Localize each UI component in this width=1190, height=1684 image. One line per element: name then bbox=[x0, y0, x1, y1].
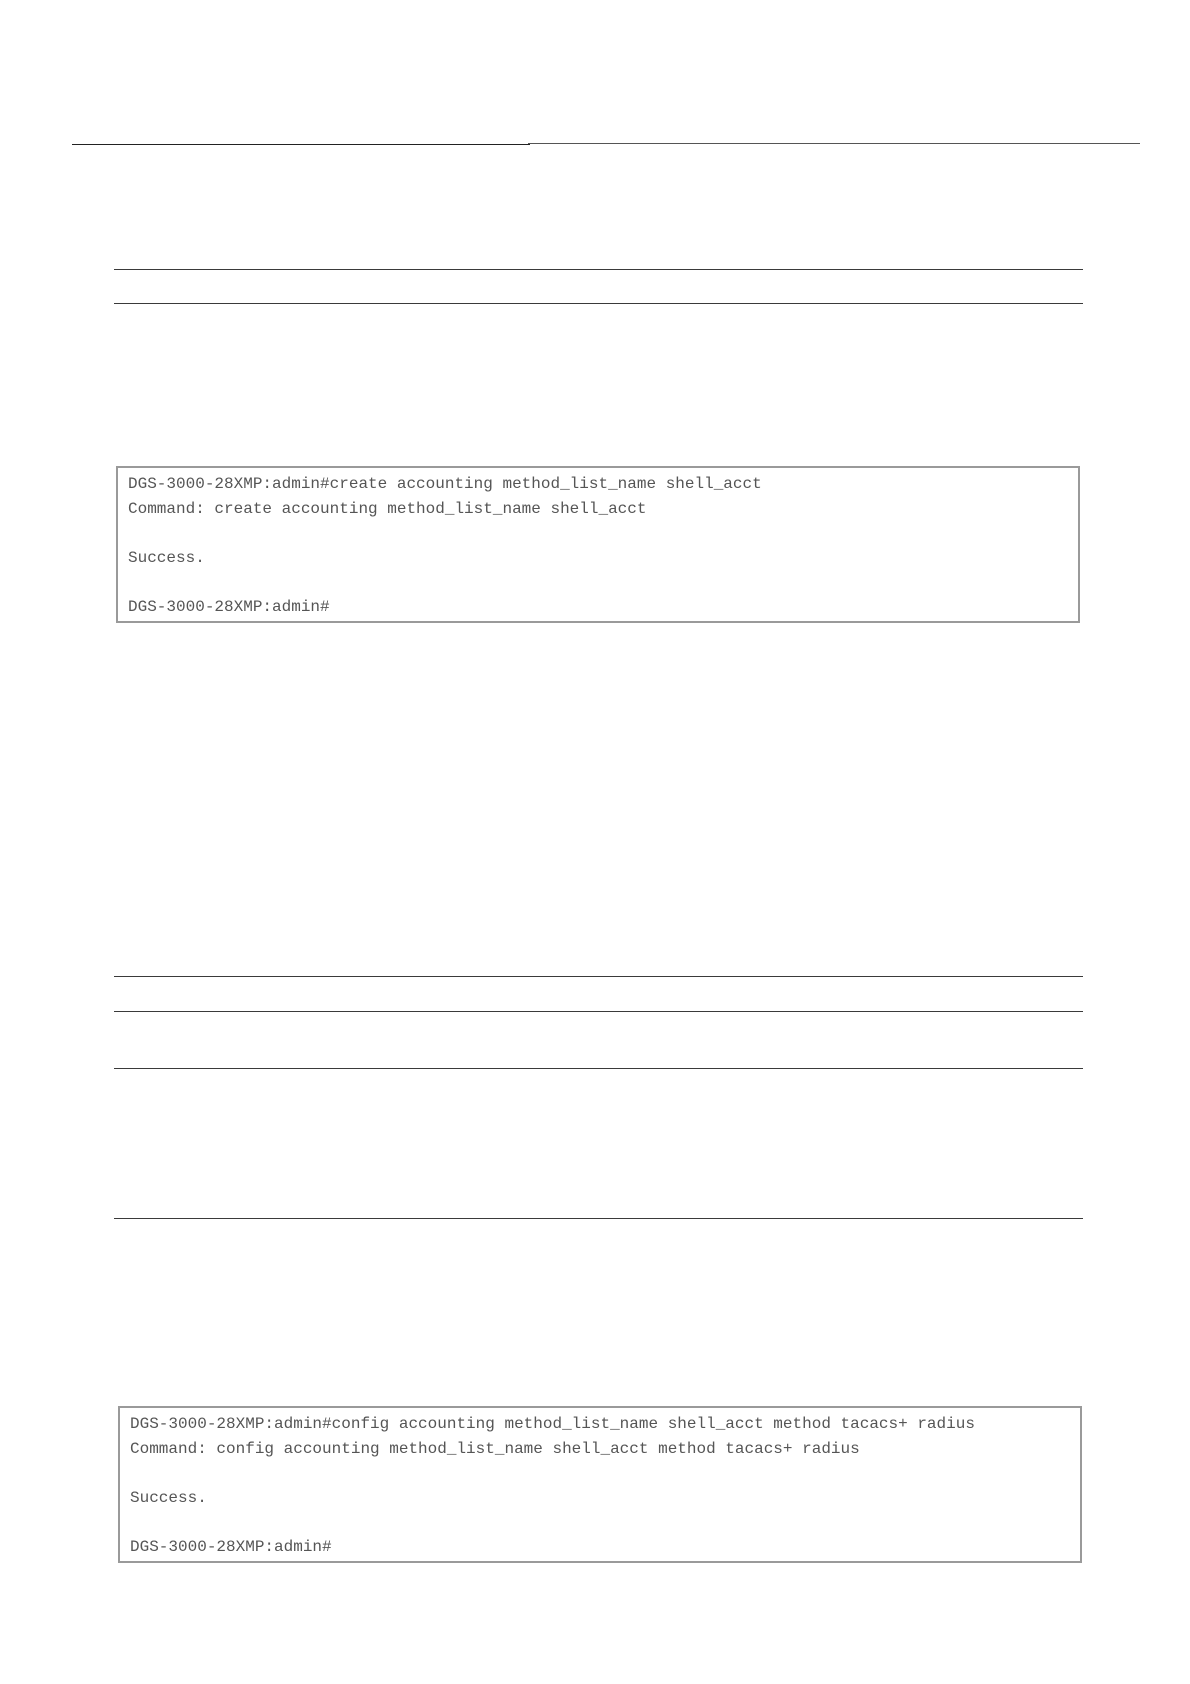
cli-line bbox=[130, 1510, 1070, 1535]
cli-line: DGS-3000-28XMP:admin#create accounting method_list_name shell_acct bbox=[128, 475, 762, 493]
cli-line: Success. bbox=[130, 1488, 207, 1507]
cli-line: DGS-3000-28XMP:admin#config accounting method_list_name shell_acct method tacacs+ radius bbox=[130, 1415, 975, 1433]
cli-line: DGS-3000-28XMP:admin# bbox=[128, 597, 330, 616]
cli-line bbox=[128, 521, 1068, 546]
table-rule bbox=[114, 1218, 1083, 1219]
cli-example-box-1 bbox=[116, 466, 1080, 623]
table-rule bbox=[114, 303, 1083, 304]
cli-line: Success. bbox=[128, 548, 205, 567]
table-rule bbox=[114, 976, 1083, 977]
table-rule bbox=[114, 269, 1083, 270]
table-rule bbox=[114, 1011, 1083, 1012]
cli-line: Command: create accounting method_list_name shell_acct bbox=[128, 499, 647, 518]
cli-example-box-2 bbox=[118, 1406, 1082, 1563]
table-rule bbox=[114, 1068, 1083, 1069]
cli-line: DGS-3000-28XMP:admin# bbox=[130, 1537, 332, 1556]
header-rule-right bbox=[528, 143, 1140, 144]
header-rule-left bbox=[72, 144, 530, 145]
cli-line bbox=[128, 570, 1068, 595]
cli-line bbox=[130, 1461, 1070, 1486]
cli-line: Command: config accounting method_list_name shell_acct method tacacs+ radius bbox=[130, 1439, 860, 1458]
